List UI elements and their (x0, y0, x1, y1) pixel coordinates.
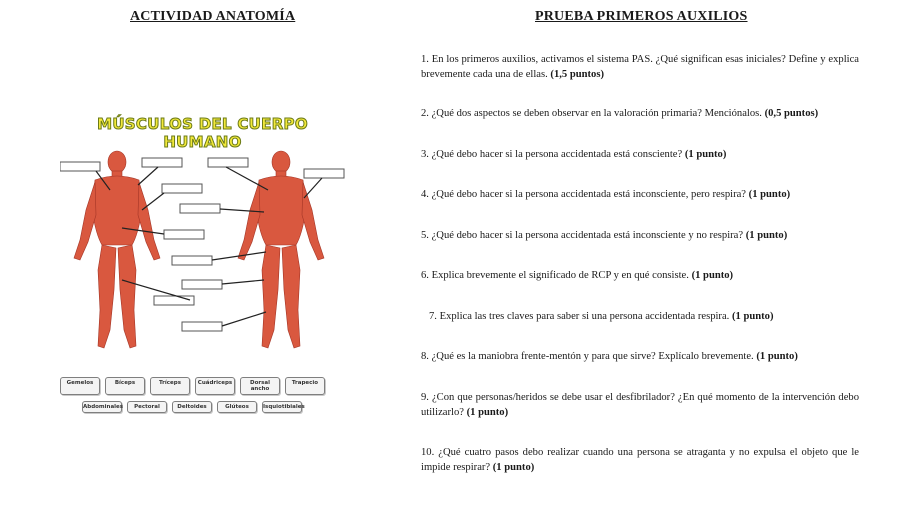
word-bank-item: Deltoides (172, 401, 212, 413)
question-points: (1 punto) (745, 230, 788, 241)
muscle-figure-illustration (60, 140, 350, 370)
word-bank-item: Dorsal ancho (240, 377, 280, 395)
question-points: (1 punto) (691, 270, 734, 281)
question-2 (421, 106, 859, 121)
question-5 (421, 228, 859, 243)
left-title: ACTIVIDAD ANATOMÍA (130, 9, 296, 24)
question-1 (421, 52, 859, 82)
question-6 (421, 268, 859, 283)
question-3 (421, 147, 859, 162)
question-points: (0,5 puntos) (764, 108, 819, 119)
question-text: 10. ¿Qué cuatro pasos debo realizar cuando una persona se atraganta y no expulsa el objeto que le impide respirar? (421, 447, 859, 473)
question-text: 2. ¿Qué dos aspectos se deben observar en la valoración primaria? Menciónalos. (421, 108, 762, 119)
question-points: (1 punto) (466, 407, 509, 418)
question-4 (421, 187, 859, 202)
question-points: (1 punto) (731, 311, 774, 322)
word-bank-item: Bíceps (105, 377, 145, 395)
word-bank-item: Isquiotibiales (262, 401, 302, 413)
word-bank-row (60, 377, 345, 395)
question-text: 3. ¿Qué debo hacer si la persona accidentada está consciente? (421, 149, 683, 160)
question-points: (1 punto) (684, 149, 727, 160)
question-points: (1 punto) (748, 189, 791, 200)
question-text: 4. ¿Qué debo hacer si la persona accidentada está inconsciente, pero respira? (421, 189, 747, 200)
question-9 (421, 390, 859, 420)
question-8 (421, 349, 859, 364)
question-text: 9. ¿Con que personas/heridos se debe usar el desfibrilador? ¿En qué momento de la intervención debo utilizarlo? (421, 392, 859, 418)
question-text: 5. ¿Qué debo hacer si la persona accidentada está inconsciente y no respira? (421, 230, 744, 241)
question-text: 1. En los primeros auxilios, activamos el sistema PAS. ¿Qué significan esas iniciales? Define y explica brevemente cada una de ellas. (421, 54, 859, 80)
question-points: (1 punto) (756, 351, 798, 362)
muscle-worksheet (60, 105, 350, 420)
word-bank-item: Abdominales (82, 401, 122, 413)
word-bank-item: Cuádriceps (195, 377, 235, 395)
question-text: 6. Explica brevemente el significado de RCP y en qué consiste. (421, 270, 689, 281)
question-7 (429, 309, 859, 324)
question-text: 7. Explica las tres claves para saber si una persona accidentada respira. (429, 311, 730, 322)
word-bank-item: Pectoral (127, 401, 167, 413)
word-bank (60, 377, 345, 419)
question-points: (1 punto) (492, 462, 535, 473)
question-points: (1,5 puntos) (550, 69, 604, 80)
question-10 (421, 445, 859, 475)
word-bank-item: Trapecio (285, 377, 325, 395)
question-text: 8. ¿Qué es la maniobra frente-mentón y para que sirve? Explícalo brevemente. (421, 351, 754, 362)
word-bank-row (60, 401, 345, 413)
word-bank-item: Tríceps (150, 377, 190, 395)
word-bank-item: Glúteos (217, 401, 257, 413)
right-title: PRUEBA PRIMEROS AUXILIOS (535, 9, 748, 24)
worksheet-title: MÚSCULOS DEL CUERPO HUMANO (97, 115, 308, 151)
word-bank-item: Gemelos (60, 377, 100, 395)
